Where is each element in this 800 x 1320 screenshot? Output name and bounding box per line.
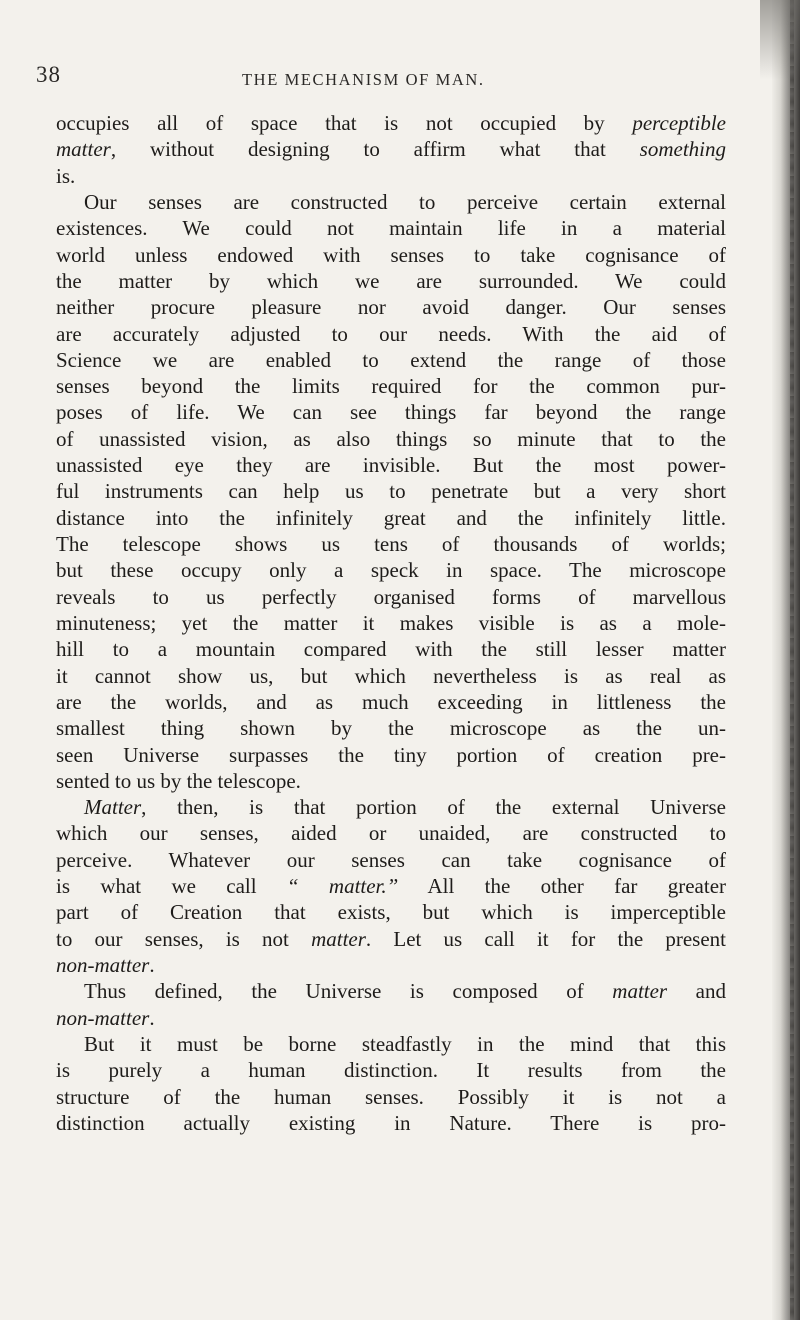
text-line: [56, 531, 726, 557]
text-span: distance into the infinitely great and the infinitely little.: [56, 505, 726, 530]
text-line: [56, 268, 726, 294]
text-line: [56, 1084, 726, 1110]
page-edge-shadow: [772, 0, 800, 1320]
text-span: senses beyond the limits required for the common pur-: [56, 374, 726, 399]
text-span: of unassisted vision, as also things so minute that to the: [56, 426, 726, 451]
binding-edge: [790, 0, 794, 1320]
page-number: 38: [36, 62, 61, 87]
text-line: [56, 1005, 726, 1031]
text-span: the matter by which we are surrounded. We could: [56, 268, 726, 293]
text-span: . Let us call it for the present: [365, 926, 726, 951]
text-span: But it must be borne steadfastly in the mind that this: [84, 1031, 726, 1056]
text-line: [56, 610, 726, 636]
text-span: Thus defined, the Universe is composed of: [84, 979, 613, 1004]
text-line: [56, 794, 726, 820]
corner-shadow: [760, 0, 800, 80]
text-line: [56, 820, 726, 846]
running-head: THE MECHANISM OF MAN.: [242, 70, 485, 89]
text-span: structure of the human senses. Possibly it is not a: [56, 1084, 726, 1109]
text-line: [56, 347, 726, 373]
text-span: to our senses, is not: [56, 926, 312, 951]
text-span: smallest thing shown by the microscope as the un-: [56, 716, 726, 741]
text-span: perceive. Whatever our senses can take cognisance of: [56, 847, 726, 872]
italic-text: “ matter.”: [286, 874, 399, 899]
text-span: part of Creation that exists, but which is imperceptible: [56, 900, 726, 925]
text-span: hill to a mountain compared with the still lesser matter: [56, 637, 726, 662]
text-line: [56, 110, 726, 136]
text-span: .: [149, 1005, 155, 1030]
text-span: are the worlds, and as much exceeding in littleness the: [56, 689, 726, 714]
text-span: it cannot show us, but which nevertheless is as real as: [56, 663, 726, 688]
text-line: [56, 373, 726, 399]
text-line: [56, 873, 726, 899]
text-line: [56, 321, 726, 347]
italic-text: non-matter: [56, 1005, 150, 1030]
text-span: .: [149, 953, 155, 977]
text-line: [56, 557, 726, 583]
text-span: and: [667, 979, 726, 1004]
text-span: poses of life. We can see things far beyond the range: [56, 400, 726, 425]
text-line: [56, 636, 726, 662]
text-span: , without designing to affirm what that: [110, 137, 640, 162]
text-line: [56, 399, 726, 425]
text-span: occupies all of space that is not occupied by: [56, 111, 633, 135]
text-line: [56, 478, 726, 504]
italic-text: perceptible: [632, 111, 726, 135]
text-span: Our senses are constructed to perceive certain external: [84, 189, 726, 214]
italic-text: matter: [612, 979, 668, 1004]
text-line: [56, 294, 726, 320]
text-span: Science we are enabled to extend the range of those: [56, 347, 726, 372]
text-span: sented to us by the telescope.: [56, 768, 301, 793]
text-line: [56, 742, 726, 768]
text-line: [56, 663, 726, 689]
text-line: [56, 1057, 726, 1083]
text-span: which our senses, aided or unaided, are constructed to: [56, 821, 726, 846]
text-line: [56, 452, 726, 478]
text-span: ful instruments can help us to penetrate but a very short: [56, 479, 726, 504]
text-span: , then, is that portion of the external Universe: [141, 795, 726, 820]
text-span: reveals to us perfectly organised forms of marvellous: [56, 584, 726, 609]
text-line: [56, 426, 726, 452]
text-span: seen Universe surpasses the tiny portion of creation pre-: [56, 742, 726, 767]
text-line: [56, 163, 726, 189]
text-span: but these occupy only a speck in space. The microscope: [56, 558, 726, 583]
text-span: is what we call: [56, 874, 287, 899]
text-line: [56, 1110, 726, 1136]
text-line: [56, 136, 726, 162]
text-span: unassisted eye they are invisible. But the most power-: [56, 453, 726, 478]
text-span: is purely a human distinction. It results from the: [56, 1058, 726, 1083]
text-span: minuteness; yet the matter it makes visible is as a mole-: [56, 610, 726, 635]
text-line: [56, 215, 726, 241]
text-span: The telescope shows us tens of thousands of worlds;: [56, 532, 726, 556]
italic-text: non-matter: [56, 953, 150, 977]
text-line: [56, 689, 726, 715]
text-span: neither procure pleasure nor avoid danger. Our senses: [56, 295, 726, 320]
italic-text: matter: [56, 137, 111, 162]
text-line: [56, 847, 726, 873]
text-line: [56, 768, 726, 794]
text-line: [56, 715, 726, 741]
text-line: [56, 978, 726, 1004]
text-span: are accurately adjusted to our needs. With the aid of: [56, 321, 726, 346]
body-text: [56, 110, 726, 1136]
text-line: [56, 899, 726, 925]
text-span: is.: [56, 163, 76, 188]
text-span: distinction actually existing in Nature. There is pro-: [56, 1110, 726, 1135]
text-span: world unless endowed with senses to take cognisance of: [56, 242, 726, 267]
text-span: All the other far greater: [398, 874, 726, 899]
text-span: existences. We could not maintain life in a material: [56, 216, 726, 241]
italic-text: matter: [311, 926, 366, 951]
italic-text: something: [639, 137, 726, 162]
text-line: [56, 926, 726, 952]
text-line: [56, 952, 726, 978]
italic-text: Matter: [84, 795, 142, 820]
text-line: [56, 242, 726, 268]
text-line: [56, 584, 726, 610]
text-line: [56, 505, 726, 531]
text-line: [56, 1031, 726, 1057]
text-line: [56, 189, 726, 215]
